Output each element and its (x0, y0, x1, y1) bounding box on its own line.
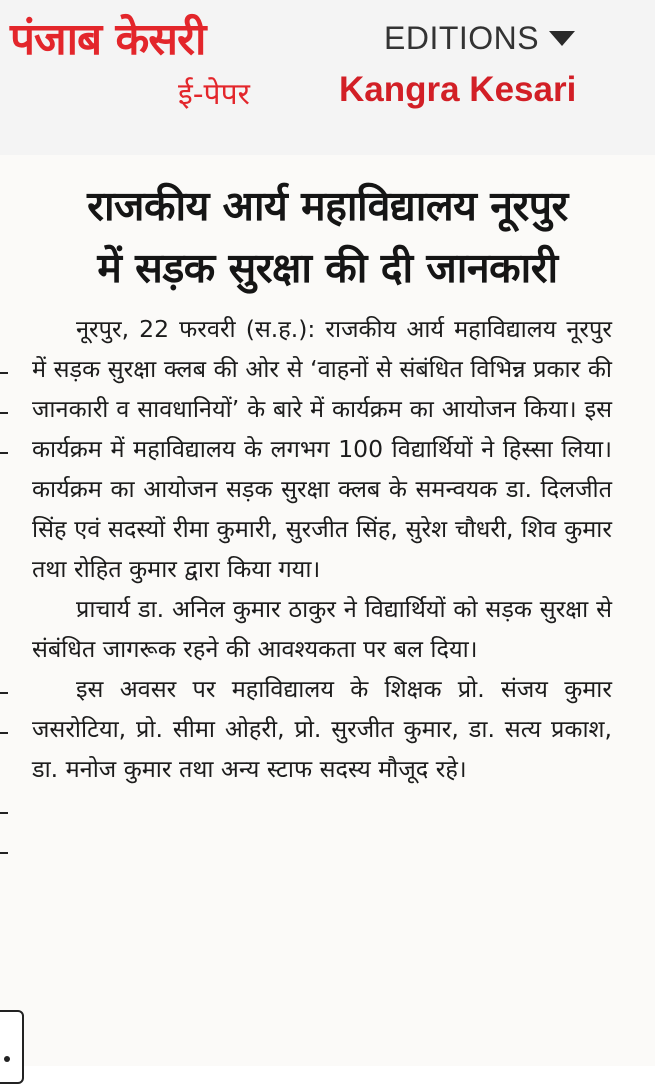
editions-label: EDITIONS (384, 20, 540, 56)
headline-line-2: में सड़क सुरक्षा की दी जानकारी (97, 244, 558, 292)
left-margin-mark (0, 412, 8, 414)
left-margin-mark (0, 852, 8, 854)
editions-dropdown[interactable] (384, 22, 575, 54)
left-margin-mark (0, 372, 8, 374)
left-margin-mark (0, 812, 8, 814)
logo-subtitle: ई-पेपर (178, 77, 250, 112)
header-bar (0, 0, 655, 155)
article-paragraph-3: इस अवसर पर महाविद्यालय के शिक्षक प्रो. संजय कुमार जसरोटिया, प्रो. सीमा ओहरी, प्रो. सुरजीत कुमार, डा. सत्य प्रकाश, डा. मनोज कुमार तथा अन्य स्टाफ सदस्य मौजूद रहे। (32, 675, 612, 783)
left-margin-mark (0, 732, 8, 734)
article-paragraph-2: प्राचार्य डा. अनिल कुमार ठाकुर ने विद्यार्थियों को सड़क सुरक्षा से संबंधित जागरूक रहने की आवश्यकता पर बल दिया। (32, 595, 612, 663)
left-margin-mark (0, 452, 8, 454)
article-clipping (0, 155, 655, 1066)
logo-title[interactable]: पंजाब केसरी (10, 14, 206, 65)
article-paragraph-1: नूरपुर, 22 फरवरी (स.ह.): राजकीय आर्य महाविद्यालय नूरपुर में सड़क सुरक्षा क्लब की ओर से ‘वाहनों से संबंधित विभिन्न प्रकार की जानकारी व सावधानियों’ के बारे में कार्यक्रम का आयोजन किया। इस कार्यक्रम में महाविद्यालय के लगभग 100 विद्यार्थियों ने हिस्सा लिया। कार्यक्रम का आयोजन सड़क सुरक्षा क्लब के समन्वयक डा. दिलजीत सिंह एवं सदस्यों रीमा कुमारी, सुरजीत सिंह, सुरेश चौधरी, शिव कुमार तथा रोहित कुमार द्वारा किया गया। (32, 315, 612, 583)
left-margin-mark (0, 692, 8, 694)
selected-edition[interactable]: Kangra Kesari (339, 70, 577, 109)
page-corner-tab[interactable] (0, 1010, 24, 1084)
dot-icon (4, 1056, 10, 1062)
article-headline (0, 175, 655, 299)
headline-line-1: राजकीय आर्य महाविद्यालय नूरपुर (87, 182, 568, 230)
chevron-down-icon[interactable] (549, 31, 575, 46)
article-body (32, 309, 612, 789)
